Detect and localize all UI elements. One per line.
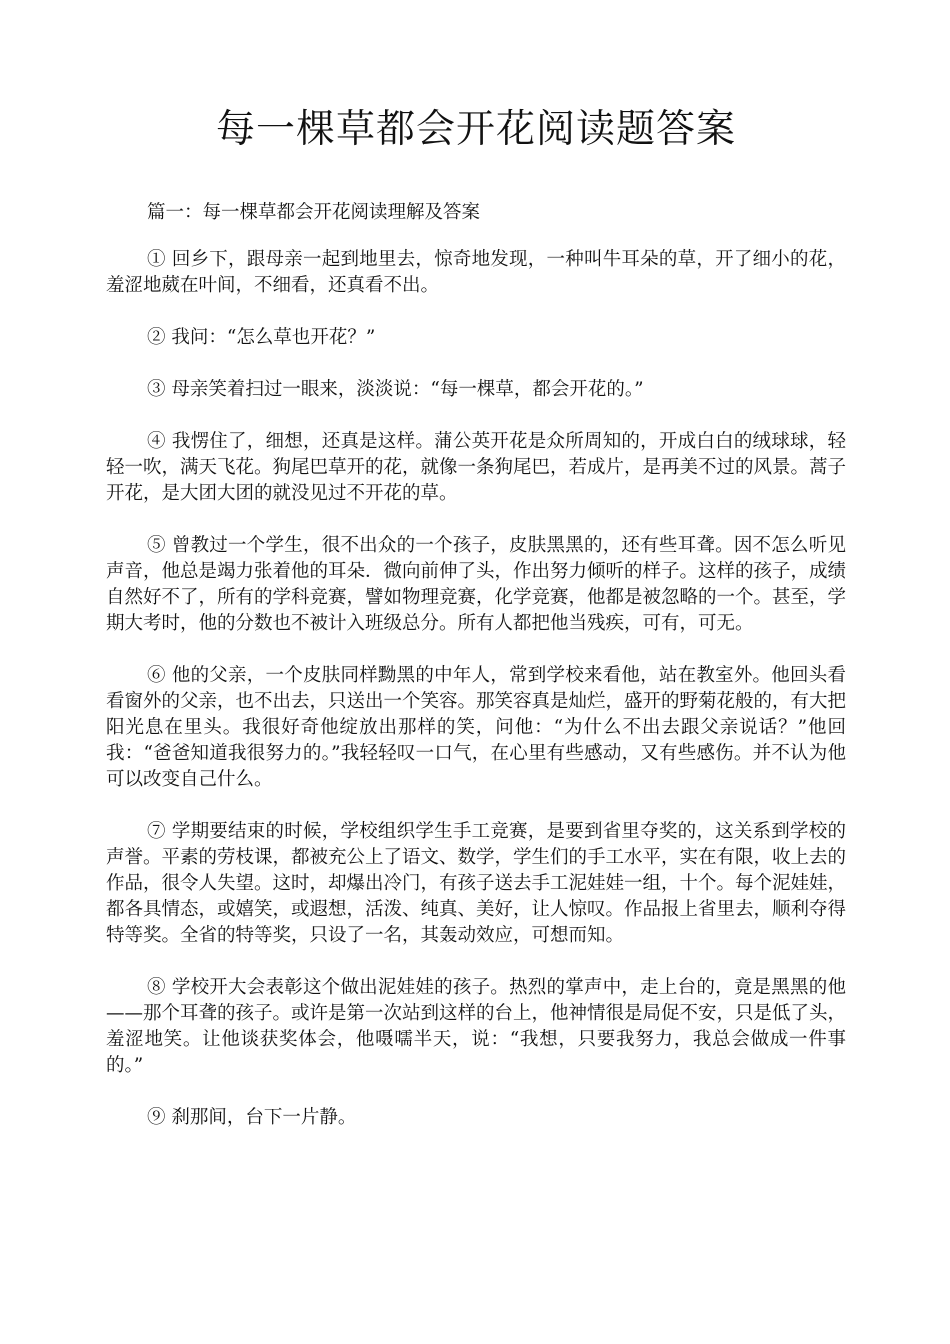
- document-title: 每一棵草都会开花阅读题答案: [215, 107, 736, 152]
- paragraph-9: ⑨ 刹那间，台下一片静。: [147, 1107, 357, 1128]
- paragraph-3: ③ 母亲笑着扫过一眼来，淡淡说：“每一棵草，都会开花的。”: [147, 379, 644, 400]
- paragraph-5: ⑤ 曾教过一个学生，很不出众的一个孩子，皮肤黑黑的，还有些耳聋。因不怎么听见声音，他总是竭力张着他的耳朵．微向前伸了头，作出努力倾听的样子。这样的孩子，成绩自然好不了，所有的学科竞赛，譬如物理竞赛，化学竞赛，他都是被忽略的一个。甚至，学期大考时，他的分数也不被计入班级总分。所有人都把他当残疾，可有，可无。: [106, 535, 847, 634]
- paragraph-2: ② 我问：“怎么草也开花？”: [147, 327, 376, 348]
- paragraph-4: ④ 我愣住了，细想，还真是这样。蒲公英开花是众所周知的，开成白白的绒球球，轻轻一吹，满天飞花。狗尾巴草开的花，就像一条狗尾巴，若成片，是再美不过的风景。蒿子开花，是大团大团的就没见过不开花的草。: [106, 431, 847, 504]
- paragraph-1: ① 回乡下，跟母亲一起到地里去，惊奇地发现，一种叫牛耳朵的草，开了细小的花，羞涩地葳在叶间，不细看，还真看不出。: [106, 249, 846, 296]
- paragraph-7: ⑦ 学期要结束的时候，学校组织学生手工竞赛，是要到省里夺奖的，这关系到学校的声誉。平素的劳枝课，都被充公上了语文、数学，学生们的手工水平，实在有限，收上去的作品，很令人失望。这时，却爆出冷门，有孩子送去手工泥娃娃一组，十个。每个泥娃娃，都各具情态，或嬉笑，或遐想，活泼、纯真、美好，让人惊叹。作品报上省里去，顺利夺得特等奖。全省的特等奖，只设了一名，其轰动效应，可想而知。: [106, 821, 847, 946]
- paragraph-8: ⑧ 学校开大会表彰这个做出泥娃娃的孩子。热烈的掌声中，走上台的，竟是黑黑的他——那个耳聋的孩子。或许是第一次站到这样的台上，他神情很是局促不安，只是低了头，羞涩地笑。让他谈获奖体会，他嗫嚅半天，说：“我想，只要我努力，我总会做成一件事的。”: [106, 977, 847, 1076]
- section-heading: 篇一：每一棵草都会开花阅读理解及答案: [147, 202, 481, 223]
- paragraph-6: ⑥ 他的父亲，一个皮肤同样黝黑的中年人，常到学校来看他，站在教室外。他回头看看窗外的父亲，也不出去，只送出一个笑容。那笑容真是灿烂，盛开的野菊花般的，有大把阳光息在里头。我很好奇他绽放出那样的笑，问他：“为什么不出去跟父亲说话？”他回我：“爸爸知道我很努力的。”我轻轻叹一口气，在心里有些感动，又有些感伤。并不认为他可以改变自己什么。: [106, 665, 847, 790]
